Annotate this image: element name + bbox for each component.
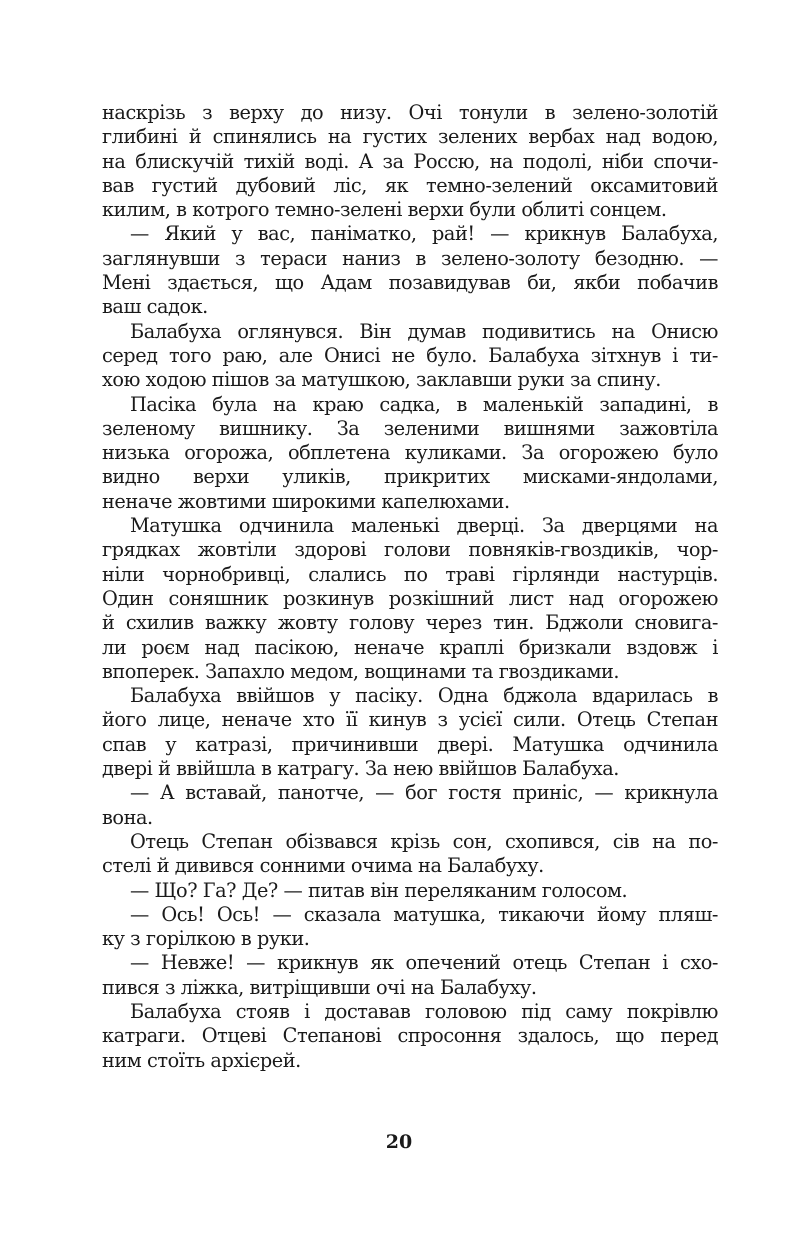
page-number: 20 — [385, 1131, 413, 1153]
text-line: зеленому вишнику. За зеленими вишнями зажовтіла — [102, 416, 718, 440]
text-line: Матушка одчинила маленькі дверці. За дверцями на — [130, 514, 718, 538]
paragraph — [102, 101, 718, 222]
paragraph — [102, 222, 718, 319]
text-line: — Невже! — крикнув як опечений отець Степан і схо- — [130, 951, 718, 975]
text-line: килим, в котрого темно-зелені верхи були облиті сонцем. — [102, 198, 667, 222]
text-line: Мені здається, що Адам позавидував би, якби побачив — [102, 271, 718, 295]
paragraph — [102, 1000, 718, 1073]
paragraph — [102, 320, 718, 393]
text-line: двері й ввійшла в катрагу. За нею ввійшов Балабуха. — [102, 757, 619, 781]
text-line: ку з горілкою в руки. — [102, 927, 310, 951]
text-line: пився з ліжка, витріщивши очі на Балабуху. — [102, 975, 537, 999]
text-line: грядках жовтіли здорові голови повняків-гвоздиків, чор- — [102, 538, 718, 562]
paragraph — [102, 514, 718, 684]
text-line: катраги. Отцеві Степанові спросоння здалось, що перед — [102, 1024, 718, 1048]
paragraph — [102, 781, 718, 830]
text-line: Балабуха ввійшов у пасіку. Одна бджола вдарилась в — [130, 684, 718, 708]
paragraph — [102, 951, 718, 1000]
text-line: — Що? Га? Де? — питав він переляканим голосом. — [130, 878, 628, 902]
text-line: й схилив важку жовту голову через тин. Бджоли сновига- — [102, 611, 718, 635]
paragraph — [102, 903, 718, 952]
text-line: на блискучій тихій воді. А за Россю, на подолі, ніби спочи- — [102, 149, 718, 173]
text-line: спав у катразі, причинивши двері. Матушка одчинила — [102, 732, 718, 756]
text-line: впоперек. Запахло медом, вощинами та гвоздиками. — [102, 659, 620, 683]
text-line: неначе жовтими широкими капелюхами. — [102, 489, 510, 513]
text-line: його лице, неначе хто її кинув з усієї сили. Отець Степан — [102, 708, 718, 732]
text-line: — Ось! Ось! — сказала матушка, тикаючи йому пляш- — [130, 902, 718, 926]
text-line: Балабуха оглянувся. Він думав подивитись на Онисю — [130, 319, 718, 343]
text-line: Один соняшник розкинув розкішний лист над огорожею — [102, 586, 718, 610]
text-line: ніли чорнобривці, слались по траві гірлянди настурців. — [102, 562, 718, 586]
text-line: наскрізь з верху до низу. Очі тонули в зелено-золотій — [102, 101, 718, 124]
text-line: — Який у вас, паніматко, рай! — крикнув Балабуха, — [130, 222, 718, 246]
paragraph — [102, 393, 718, 514]
text-line: Пасіка була на краю садка, в маленькій западині, в — [130, 392, 718, 416]
text-line: стелі й дивився сонними очима на Балабуху. — [102, 854, 544, 878]
text-line: Отець Степан обізвався крізь сон, схопився, сів на по- — [130, 829, 718, 853]
paragraph — [102, 830, 718, 879]
text-line: глибині й спинялись на густих зелених вербах над водою, — [102, 125, 718, 149]
text-line: ваш садок. — [102, 295, 208, 319]
paragraph — [102, 684, 718, 781]
text-line: ним стоїть архієрей. — [102, 1048, 301, 1072]
text-line: хою ходою пішов за матушкою, заклавши руки за спину. — [102, 368, 661, 392]
text-line: вона. — [102, 805, 153, 829]
text-line: видно верхи уликів, прикритих мисками-яндолами, — [102, 465, 718, 489]
paragraph — [102, 879, 718, 903]
text-line: ли роєм над пасікою, неначе краплі бризкали вздовж і — [102, 635, 718, 659]
text-line: Балабуха стояв і доставав головою під саму покрівлю — [130, 999, 718, 1023]
text-line: серед того раю, але Онисі не було. Балабуха зітхнув і ти- — [102, 343, 718, 367]
text-line: вав густий дубовий ліс, як темно-зелений оксамитовий — [102, 173, 718, 197]
text-line: заглянувши з тераси наниз в зелено-золоту безодню. — — [102, 246, 718, 270]
text-line: низька огорожа, обплетена куликами. За огорожею було — [102, 441, 718, 465]
page-body — [102, 101, 718, 1073]
text-line: — А вставай, панотче, — бог гостя приніс, — крикнула — [130, 781, 718, 805]
